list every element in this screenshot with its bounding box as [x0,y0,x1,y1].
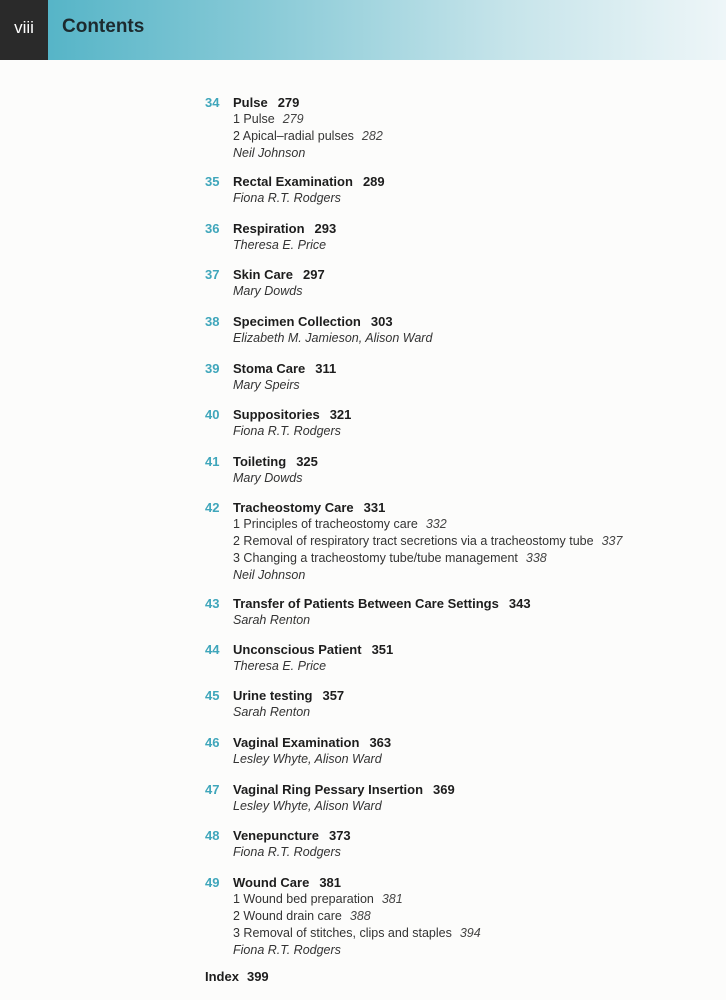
chapter-author: Neil Johnson [233,568,306,582]
chapter-number: 36 [205,221,220,236]
section-row [233,533,713,550]
chapter-author: Fiona R.T. Rodgers [233,191,341,205]
chapter-author: Fiona R.T. Rodgers [233,845,341,859]
chapter-title: Toileting [233,454,287,469]
index-page: 399 [246,969,269,984]
index-label: Index [205,969,239,984]
section-page: 388 [349,909,371,923]
chapter-author: Theresa E. Price [233,238,327,252]
chapter-page: 303 [370,314,393,329]
chapter-title-row[interactable] [233,174,713,190]
chapter-page: 363 [369,735,392,750]
chapter-author: Mary Dowds [233,284,303,298]
section-row [233,550,713,567]
chapter-page: 343 [508,596,531,611]
chapter-number: 45 [205,688,220,703]
chapter-number: 41 [205,454,220,469]
chapter-title: Transfer of Patients Between Care Settings [233,596,499,611]
chapter-number: 42 [205,500,220,515]
chapter-author: Fiona R.T. Rodgers [233,943,341,957]
chapter-title: Tracheostomy Care [233,500,354,515]
chapter-author: Lesley Whyte, Alison Ward [233,752,382,766]
section-title: 2 Wound drain care [233,909,342,923]
section-page: 282 [361,129,383,143]
section-row [233,891,713,908]
chapter-title-row[interactable] [233,828,713,844]
chapter-title: Pulse [233,95,268,110]
chapter-title-row[interactable] [233,642,713,658]
chapter-number: 38 [205,314,220,329]
chapter-title: Unconscious Patient [233,642,362,657]
chapter-page: 351 [371,642,394,657]
section-title: 1 Principles of tracheostomy care [233,517,418,531]
section-page: 338 [525,551,547,565]
chapter-page: 321 [329,407,352,422]
chapter-page: 289 [362,174,385,189]
chapter-title: Vaginal Ring Pessary Insertion [233,782,424,797]
chapter-number: 40 [205,407,220,422]
chapter-page: 369 [433,782,455,797]
section-page: 279 [282,112,304,126]
section-title: 2 Removal of respiratory tract secretions via a tracheostomy tube [233,534,594,548]
chapter-title-row[interactable] [233,735,713,751]
chapter-page: 297 [302,267,325,282]
chapter-title: Venepuncture [233,828,319,843]
chapter-author: Elizabeth M. Jamieson, Alison Ward [233,331,433,345]
chapter-title: Stoma Care [233,361,306,376]
chapter-page: 325 [296,454,318,469]
chapter-number: 35 [205,174,220,189]
chapter-title-row[interactable] [233,314,713,330]
chapter-author: Mary Speirs [233,378,300,392]
chapter-title: Specimen Collection [233,314,361,329]
chapter-author: Neil Johnson [233,146,306,160]
chapter-title: Wound Care [233,875,310,890]
section-page: 394 [459,926,481,940]
chapter-number: 48 [205,828,220,843]
chapter-title-row[interactable] [233,95,713,111]
chapter-author: Sarah Renton [233,705,311,719]
chapter-page: 311 [315,361,337,376]
section-title: 1 Pulse [233,112,275,126]
section-title: 3 Changing a tracheostomy tube/tube management [233,551,518,565]
page-title: Contents [62,16,145,37]
chapter-title-row[interactable] [233,500,713,516]
section-row [233,908,713,925]
chapter-title-row[interactable] [233,875,713,891]
chapter-title: Urine testing [233,688,313,703]
chapter-page: 373 [328,828,351,843]
section-row [233,128,713,145]
chapter-number: 37 [205,267,220,282]
section-title: 3 Removal of stitches, clips and staples [233,926,452,940]
chapter-author: Mary Dowds [233,471,303,485]
chapter-title-row[interactable] [233,221,713,237]
section-title: 1 Wound bed preparation [233,892,374,906]
chapter-page: 293 [314,221,337,236]
chapter-title-row[interactable] [233,782,713,798]
section-row [233,516,713,533]
chapter-title: Skin Care [233,267,293,282]
chapter-title-row[interactable] [233,454,713,470]
section-page: 381 [381,892,403,906]
chapter-number: 43 [205,596,220,611]
chapter-title: Vaginal Examination [233,735,360,750]
section-page: 332 [425,517,447,531]
chapter-page: 381 [319,875,342,890]
chapter-title-row[interactable] [233,267,713,283]
chapter-number: 44 [205,642,220,657]
chapter-title: Suppositories [233,407,320,422]
chapter-number: 49 [205,875,220,890]
chapter-title-row[interactable] [233,361,713,377]
chapter-author: Fiona R.T. Rodgers [233,424,341,438]
page-number: viii [0,0,48,60]
section-page: 337 [601,534,623,548]
section-row [233,925,713,942]
chapter-number: 34 [205,95,220,110]
chapter-title-row[interactable] [233,688,713,704]
chapter-author: Sarah Renton [233,613,311,627]
section-row [233,111,713,128]
chapter-title: Respiration [233,221,305,236]
chapter-author: Theresa E. Price [233,659,327,673]
chapter-page: 331 [363,500,386,515]
chapter-author: Lesley Whyte, Alison Ward [233,799,382,813]
chapter-number: 39 [205,361,220,376]
chapter-title: Rectal Examination [233,174,353,189]
section-title: 2 Apical–radial pulses [233,129,354,143]
chapter-title-row[interactable] [233,407,713,423]
chapter-number: 47 [205,782,220,797]
index-entry[interactable] [205,969,269,984]
chapter-page: 279 [277,95,300,110]
chapter-number: 46 [205,735,220,750]
chapter-title-row[interactable] [233,596,713,612]
chapter-page: 357 [322,688,345,703]
